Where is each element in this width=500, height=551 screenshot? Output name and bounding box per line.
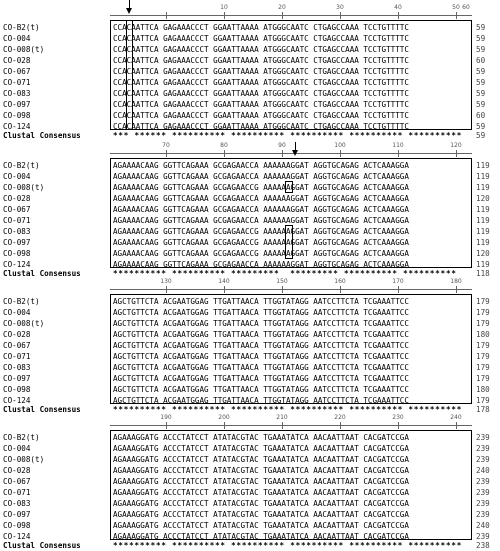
scale-label: 200 bbox=[218, 414, 230, 421]
scale-label: 70 bbox=[162, 142, 170, 149]
sequence-name: CO-028 bbox=[3, 56, 31, 65]
sequence-text: AGAAAGGATG ACCCTATCCT ATATACGTAC TGAAATATCA AACAATTAAT CACGATCCGA bbox=[113, 466, 409, 475]
sequence-text: AGAAAACAAG GGTTCAGAAA GCGAGAACCG AAAAAAGGAT AGGTGCAGAG ACTCAAAGGA bbox=[113, 183, 409, 192]
scale-label: 180 bbox=[450, 278, 462, 285]
sequence-text: AGCTGTTCTA ACGAATGGAG TTGATTAACA TTGGTATAGG AATCCTTCTA TCGAAATTCC bbox=[113, 352, 409, 361]
consensus-label: Clustal Consensus bbox=[3, 269, 81, 278]
sequence-name: CO-004 bbox=[3, 34, 31, 43]
sequence-name: CO-B2(t) bbox=[3, 297, 40, 306]
consensus-text: ********** ********** ********** ********** ********** ********** bbox=[113, 405, 463, 414]
alignment-block-2 bbox=[0, 140, 500, 278]
scale-label: 50 bbox=[452, 4, 460, 11]
scale-tick bbox=[224, 12, 225, 19]
sequence-text: AGAAAACAAG GGTTCAGAAA GCGAGAACCG AAAAAAGGAT AGGTGCAGAG ACTCAAAGGA bbox=[113, 238, 409, 247]
position-number: 179 bbox=[476, 396, 490, 405]
position-number: 179 bbox=[476, 363, 490, 372]
sequence-text: CCACAATTCA GAGAAACCCT GGAATTAAAA ATGGGCAATC CTGAGCCAAA TCCTGTTTTC bbox=[113, 34, 409, 43]
sequence-text: AGAAAACAAG GGTTCAGAAA GCGAGAACCA AAAAAAGGAT AGGTGCAGAG ACTCAAAGGA bbox=[113, 216, 409, 225]
alignment-block-1 bbox=[0, 2, 500, 140]
sequence-text: AGAAAGGATG ACCCTATCCT ATATACGTAC TGAAATATCA AACAATTAAT CACGATCCGA bbox=[113, 477, 409, 486]
sequence-text: AGCTGTTCTA ACGAATGGAG TTGATTAACA TTGGTATAGG AATCCTTCTA TCGAAATTCC bbox=[113, 308, 409, 317]
sequence-name: CO-071 bbox=[3, 78, 31, 87]
position-number: 119 bbox=[476, 205, 490, 214]
sequence-name: CO-097 bbox=[3, 238, 31, 247]
position-number: 59 bbox=[476, 122, 486, 131]
sequence-text: AGAAAACAAG GGTTCAGAAA GCGAGAACCA AAAAAAGGAT AGGTGCAGAG ACTCAAAGGA bbox=[113, 205, 409, 214]
variant-arrow-shaft bbox=[129, 0, 130, 8]
scale-label: 190 bbox=[160, 414, 172, 421]
sequence-name: CO-067 bbox=[3, 477, 31, 486]
position-number: 59 bbox=[476, 78, 486, 87]
scale-tick bbox=[340, 286, 341, 293]
scale-tick bbox=[224, 150, 225, 157]
sequence-text: CCACAATTCA GAGAAACCCT GGAATTAAAA ATGGGCAATC CTGAGCCAAA TCCTGTTTTC bbox=[113, 111, 409, 120]
position-scale bbox=[110, 140, 472, 158]
scale-tick bbox=[456, 286, 457, 293]
position-number: 59 bbox=[476, 89, 486, 98]
scale-tick bbox=[456, 150, 457, 157]
scale-label: 30 bbox=[336, 4, 344, 11]
position-number: 239 bbox=[476, 444, 490, 453]
sequence-name: CO-B2(t) bbox=[3, 433, 40, 442]
consensus-text: *** ****** ********** ********** ********** ********** ********** bbox=[113, 131, 463, 140]
sequence-text: AGAAAACAAG GGTTCAGAAA GCGAGAACCA AAAAAAGGAT AGGTGCAGAG ACTCAAAGGA bbox=[113, 172, 409, 181]
position-number: 239 bbox=[476, 488, 490, 497]
position-number: 119 bbox=[476, 172, 490, 181]
sequence-text: AGAAAACAAG GGTTCAGAAA GCGAGAACCA AAAAAAGGAT AGGTGCAGAG ACTCAAAGGA bbox=[113, 260, 409, 269]
sequence-text: AGAAAGGATG ACCCTATCCT ATATACGTAC TGAAATATCA AACAATTAAT CACGATCCGA bbox=[113, 444, 409, 453]
position-number: 180 bbox=[476, 385, 490, 394]
scale-label: 130 bbox=[160, 278, 172, 285]
sequence-text: CCACAATTCA GAGAAACCCT GGAATTAAAA ATGGGCAATC CTGAGCCAAA TCCTGTTTTC bbox=[113, 67, 409, 76]
sequence-text: AGAAAGGATG ACCCTATCCT ATATACGTAC TGAAATATCA AACAATTAAT CACGATCCGA bbox=[113, 433, 409, 442]
position-scale bbox=[110, 412, 472, 430]
sequence-text: CCACAATTCA GAGAAACCCT GGAATTAAAA ATGGGCAATC CTGAGCCAAA TCCTGTTTTC bbox=[113, 45, 409, 54]
scale-label: 40 bbox=[394, 4, 402, 11]
position-number: 239 bbox=[476, 510, 490, 519]
sequence-text: AGCTGTTCTA ACGAATGGAG TTGATTAACA TTGGTATAGG AATCCTTCTA TCGAAATTCC bbox=[113, 319, 409, 328]
position-number: 119 bbox=[476, 216, 490, 225]
scale-label: 10 bbox=[220, 4, 228, 11]
scale-label: 80 bbox=[220, 142, 228, 149]
sequence-name: CO-098 bbox=[3, 111, 31, 120]
scale-tick bbox=[340, 150, 341, 157]
position-number: 119 bbox=[476, 161, 490, 170]
scale-line bbox=[110, 153, 472, 154]
sequence-text: AGAAAGGATG ACCCTATCCT ATATACGTAC TGAAATATCA AACAATTAAT CACGATCCGA bbox=[113, 455, 409, 464]
sequence-text: AGCTGTTCTA ACGAATGGAG TTGATTAACA TTGGTATAGG AATCCTTCTA TCGAAATTCC bbox=[113, 385, 409, 394]
scale-label: 160 bbox=[334, 278, 346, 285]
sequence-name: CO-004 bbox=[3, 444, 31, 453]
position-scale bbox=[110, 2, 472, 20]
position-number: 118 bbox=[476, 269, 490, 278]
position-number: 59 bbox=[476, 45, 486, 54]
sequence-name: CO-098 bbox=[3, 385, 31, 394]
position-number: 59 bbox=[476, 131, 486, 140]
sequence-text: AGCTGTTCTA ACGAATGGAG TTGATTAACA TTGGTATAGG AATCCTTCTA TCGAAATTCC bbox=[113, 330, 409, 339]
scale-label: 110 bbox=[392, 142, 404, 149]
scale-tick bbox=[166, 150, 167, 157]
sequence-name: CO-008(t) bbox=[3, 183, 45, 192]
sequence-text: AGAAAACAAG GGTTCAGAAA GCGAGAACCA AAAAAAGGAT AGGTGCAGAG ACTCAAAGGA bbox=[113, 161, 409, 170]
alignment-block-4 bbox=[0, 412, 500, 550]
sequence-text: CCACAATTCA GAGAAACCCT GGAATTAAAA ATGGGCAATC CTGAGCCAAA TCCTGTTTTC bbox=[113, 23, 409, 32]
position-number: 239 bbox=[476, 532, 490, 541]
sequence-text: CCACAATTCA GAGAAACCCT GGAATTAAAA ATGGGCAATC CTGAGCCAAA TCCTGTTTTC bbox=[113, 56, 409, 65]
sequence-text: AGCTGTTCTA ACGAATGGAG TTGATTAACA TTGGTATAGG AATCCTTCTA TCGAAATTCC bbox=[113, 341, 409, 350]
scale-tick bbox=[456, 12, 457, 19]
sequence-text: AGAAAGGATG ACCCTATCCT ATATACGTAC TGAAATATCA AACAATTAAT CACGATCCGA bbox=[113, 521, 409, 530]
sequence-text: AGCTGTTCTA ACGAATGGAG TTGATTAACA TTGGTATAGG AATCCTTCTA TCGAAATTCC bbox=[113, 396, 409, 405]
sequence-name: CO-098 bbox=[3, 249, 31, 258]
scale-label: 220 bbox=[334, 414, 346, 421]
sequence-text: AGCTGTTCTA ACGAATGGAG TTGATTAACA TTGGTATAGG AATCCTTCTA TCGAAATTCC bbox=[113, 363, 409, 372]
sequence-name: CO-083 bbox=[3, 363, 31, 372]
scale-label: 100 bbox=[334, 142, 346, 149]
sequence-name: CO-097 bbox=[3, 100, 31, 109]
consensus-text: ********** ********** ********** ********** ********** ********** bbox=[113, 541, 463, 550]
position-number: 238 bbox=[476, 541, 490, 550]
sequence-text: CCACAATTCA GAGAAACCCT GGAATTAAAA ATGGGCAATC CTGAGCCAAA TCCTGTTTTC bbox=[113, 122, 409, 131]
sequence-name: CO-008(t) bbox=[3, 319, 45, 328]
variant-column-highlight bbox=[126, 20, 133, 130]
variant-arrow-icon bbox=[292, 150, 298, 156]
scale-tick bbox=[166, 422, 167, 429]
sequence-name: CO-071 bbox=[3, 216, 31, 225]
sequence-text: AGAAAGGATG ACCCTATCCT ATATACGTAC TGAAATATCA AACAATTAAT CACGATCCGA bbox=[113, 510, 409, 519]
sequence-name: CO-004 bbox=[3, 308, 31, 317]
position-number: 179 bbox=[476, 341, 490, 350]
position-number: 59 bbox=[476, 67, 486, 76]
sequence-text: AGAAAACAAG GGTTCAGAAA GCGAGAACCA AAAAAAGGAT AGGTGCAGAG ACTCAAAGGA bbox=[113, 194, 409, 203]
scale-label: 170 bbox=[392, 278, 404, 285]
position-number: 179 bbox=[476, 308, 490, 317]
scale-line bbox=[110, 15, 472, 16]
position-scale bbox=[110, 276, 472, 294]
sequence-name: CO-124 bbox=[3, 122, 31, 131]
variant-highlight-co-008 bbox=[285, 181, 293, 193]
position-number: 120 bbox=[476, 249, 490, 258]
sequence-name: CO-083 bbox=[3, 499, 31, 508]
scale-line bbox=[110, 425, 472, 426]
scale-tick bbox=[398, 422, 399, 429]
sequence-name: CO-008(t) bbox=[3, 45, 45, 54]
position-number: 240 bbox=[476, 466, 490, 475]
sequence-name: CO-B2(t) bbox=[3, 23, 40, 32]
sequence-name: CO-067 bbox=[3, 67, 31, 76]
scale-tick bbox=[340, 422, 341, 429]
sequence-text: CCACAATTCA GAGAAACCCT GGAATTAAAA ATGGGCAATC CTGAGCCAAA TCCTGTTTTC bbox=[113, 100, 409, 109]
scale-tick bbox=[166, 286, 167, 293]
scale-tick bbox=[398, 150, 399, 157]
sequence-name: CO-067 bbox=[3, 205, 31, 214]
sequence-text: AGAAAACAAG GGTTCAGAAA GCGAGAACCG AAAAAAGGAT AGGTGCAGAG ACTCAAAGGA bbox=[113, 249, 409, 258]
sequence-name: CO-124 bbox=[3, 532, 31, 541]
position-number: 59 bbox=[476, 23, 486, 32]
sequence-name: CO-083 bbox=[3, 89, 31, 98]
sequence-text: CCACAATTCA GAGAAACCCT GGAATTAAAA ATGGGCAATC CTGAGCCAAA TCCTGTTTTC bbox=[113, 89, 409, 98]
sequence-name: CO-028 bbox=[3, 330, 31, 339]
position-number: 179 bbox=[476, 319, 490, 328]
sequence-name: CO-098 bbox=[3, 521, 31, 530]
position-number: 59 bbox=[476, 34, 486, 43]
scale-tick bbox=[282, 286, 283, 293]
position-number: 119 bbox=[476, 227, 490, 236]
position-number: 119 bbox=[476, 238, 490, 247]
consensus-label: Clustal Consensus bbox=[3, 131, 81, 140]
sequence-name: CO-008(t) bbox=[3, 455, 45, 464]
position-number: 60 bbox=[476, 56, 486, 65]
scale-tick bbox=[224, 286, 225, 293]
scale-tick bbox=[282, 150, 283, 157]
sequence-text: AGAAAACAAG GGTTCAGAAA GCGAGAACCG AAAAAAGGAT AGGTGCAGAG ACTCAAAGGA bbox=[113, 227, 409, 236]
scale-tick bbox=[282, 422, 283, 429]
position-number: 239 bbox=[476, 477, 490, 486]
position-number: 119 bbox=[476, 260, 490, 269]
scale-tick bbox=[166, 12, 167, 19]
sequence-name: CO-083 bbox=[3, 227, 31, 236]
sequence-text: AGAAAGGATG ACCCTATCCT ATATACGTAC TGAAATATCA AACAATTAAT CACGATCCGA bbox=[113, 532, 409, 541]
sequence-text: AGCTGTTCTA ACGAATGGAG TTGATTAACA TTGGTATAGG AATCCTTCTA TCGAAATTCC bbox=[113, 374, 409, 383]
sequence-text: AGAAAGGATG ACCCTATCCT ATATACGTAC TGAAATATCA AACAATTAAT CACGATCCGA bbox=[113, 499, 409, 508]
consensus-text: ********** ********** ********* ********* ********** ********** bbox=[113, 269, 457, 278]
sequence-name: CO-124 bbox=[3, 260, 31, 269]
position-number: 179 bbox=[476, 297, 490, 306]
sequence-name: CO-028 bbox=[3, 466, 31, 475]
scale-tick bbox=[398, 286, 399, 293]
scale-label: 150 bbox=[276, 278, 288, 285]
variant-arrow-shaft bbox=[295, 142, 296, 150]
position-number: 180 bbox=[476, 330, 490, 339]
position-number: 239 bbox=[476, 499, 490, 508]
sequence-name: CO-071 bbox=[3, 488, 31, 497]
position-number: 119 bbox=[476, 183, 490, 192]
position-number: 178 bbox=[476, 405, 490, 414]
scale-label: 240 bbox=[450, 414, 462, 421]
scale-label: 210 bbox=[276, 414, 288, 421]
scale-line bbox=[110, 289, 472, 290]
sequence-text: CCACAATTCA GAGAAACCCT GGAATTAAAA ATGGGCAATC CTGAGCCAAA TCCTGTTTTC bbox=[113, 78, 409, 87]
sequence-text: AGAAAGGATG ACCCTATCCT ATATACGTAC TGAAATATCA AACAATTAAT CACGATCCGA bbox=[113, 488, 409, 497]
sequence-name: CO-097 bbox=[3, 510, 31, 519]
consensus-label: Clustal Consensus bbox=[3, 541, 81, 550]
scale-tick bbox=[224, 422, 225, 429]
scale-label: 90 bbox=[278, 142, 286, 149]
sequence-name: CO-067 bbox=[3, 341, 31, 350]
scale-label: 120 bbox=[450, 142, 462, 149]
variant-arrow-icon bbox=[126, 8, 132, 14]
consensus-label: Clustal Consensus bbox=[3, 405, 81, 414]
sequence-name: CO-124 bbox=[3, 396, 31, 405]
position-number: 179 bbox=[476, 352, 490, 361]
position-number: 120 bbox=[476, 194, 490, 203]
scale-tick bbox=[398, 12, 399, 19]
scale-tick bbox=[456, 422, 457, 429]
sequence-name: CO-028 bbox=[3, 194, 31, 203]
scale-label: 230 bbox=[392, 414, 404, 421]
sequence-name: CO-097 bbox=[3, 374, 31, 383]
position-number: 239 bbox=[476, 433, 490, 442]
position-number: 60 bbox=[476, 111, 486, 120]
scale-tick bbox=[340, 12, 341, 19]
position-number: 239 bbox=[476, 455, 490, 464]
sequence-text: AGCTGTTCTA ACGAATGGAG TTGATTAACA TTGGTATAGG AATCCTTCTA TCGAAATTCC bbox=[113, 297, 409, 306]
position-number: 59 bbox=[476, 100, 486, 109]
position-number: 240 bbox=[476, 521, 490, 530]
variant-highlight-co-083-097 bbox=[285, 225, 293, 259]
scale-tick bbox=[282, 12, 283, 19]
sequence-name: CO-004 bbox=[3, 172, 31, 181]
sequence-name: CO-B2(t) bbox=[3, 161, 40, 170]
position-number: 179 bbox=[476, 374, 490, 383]
scale-label: 60 bbox=[462, 4, 470, 11]
scale-label: 20 bbox=[278, 4, 286, 11]
alignment-block-3 bbox=[0, 276, 500, 414]
sequence-name: CO-071 bbox=[3, 352, 31, 361]
scale-label: 140 bbox=[218, 278, 230, 285]
